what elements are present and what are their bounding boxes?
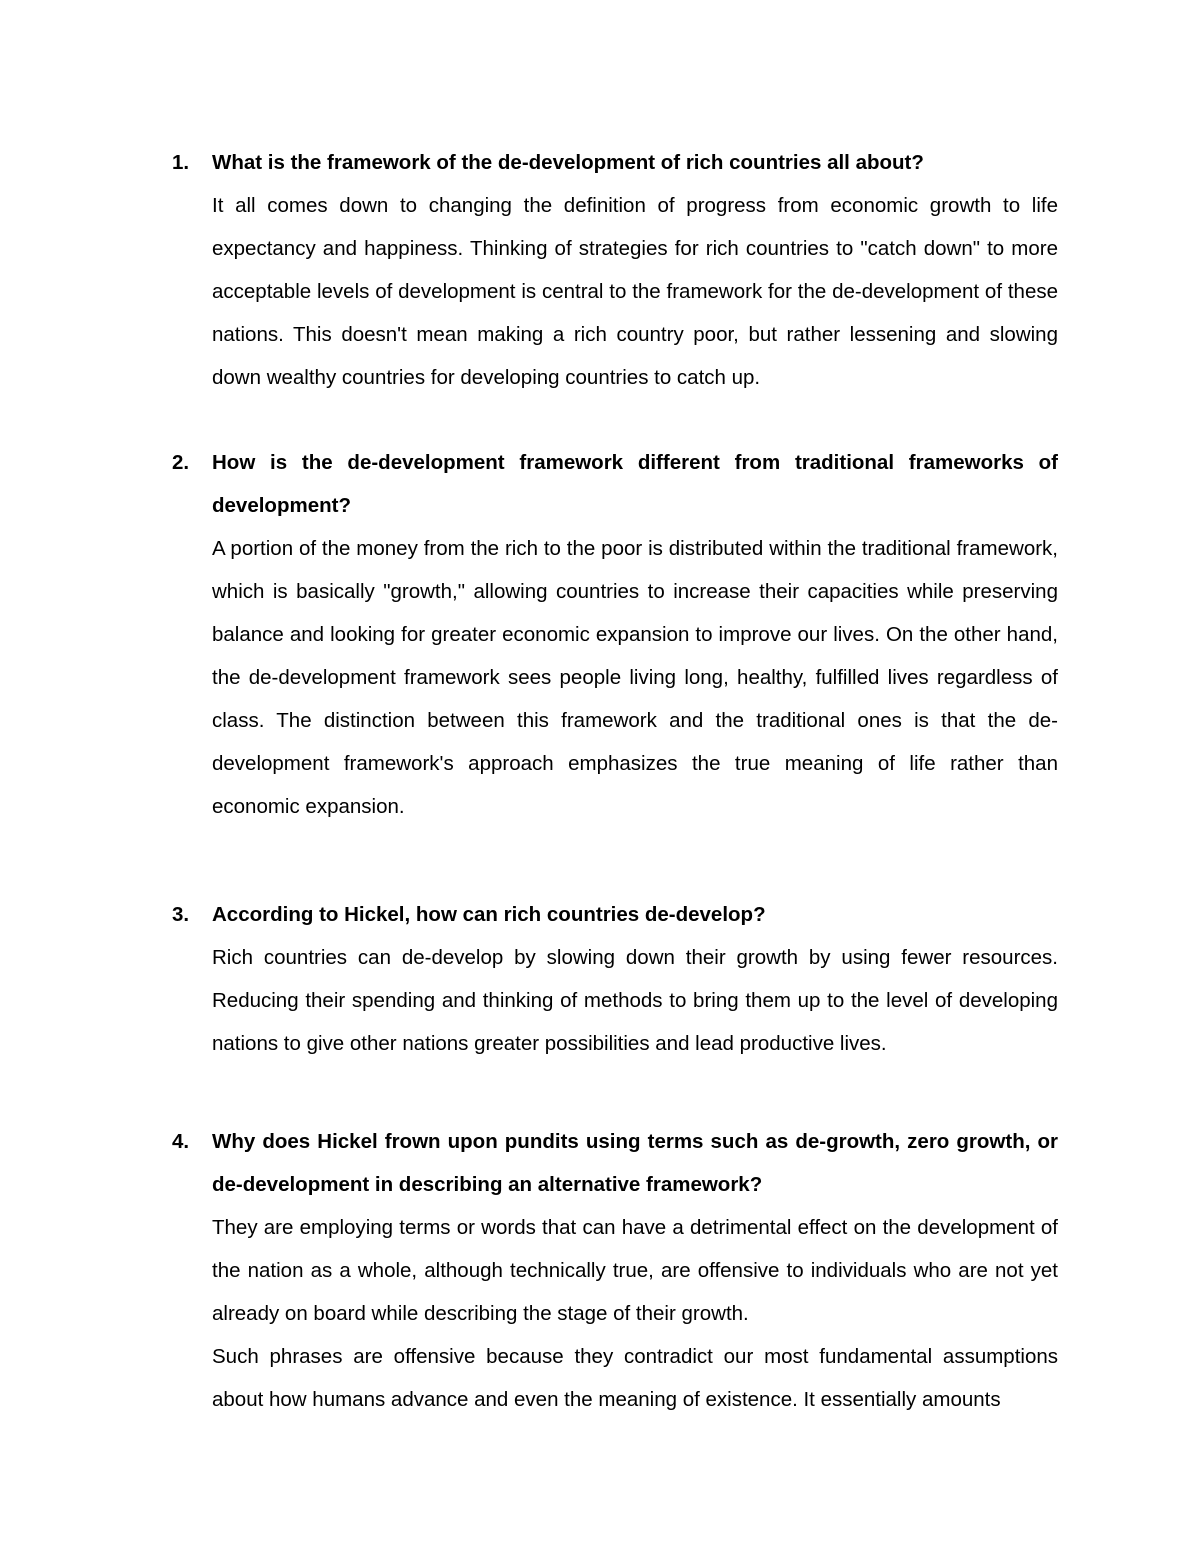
question-text: What is the framework of the de-development of rich countries all about?	[212, 151, 924, 174]
question-heading	[172, 441, 1058, 527]
answer-paragraph: They are employing terms or words that can have a detrimental effect on the development of the nation as a whole, although technically true, are offensive to individuals who are not yet already on board while describing the stage of their growth.	[212, 1216, 1058, 1325]
question-text: Why does Hickel frown upon pundits using terms such as de-growth, zero growth, or de-development in describing an alternative framework?	[212, 1130, 1058, 1196]
question-block-2	[172, 441, 1058, 828]
question-number: 3.	[172, 903, 190, 926]
answer-paragraph-continued: Such phrases are offensive because they contradict our most fundamental assumptions about how humans advance and even the meaning of existence. It essentially amounts	[212, 1345, 1058, 1411]
question-text: How is the de-development framework different from traditional frameworks of development?	[212, 451, 1058, 517]
answer-paragraph: A portion of the money from the rich to the poor is distributed within the traditional framework, which is basically "growth," allowing countries to increase their capacities while preserving balance and looking for greater economic expansion to improve our lives. On the other hand, the de-development framework sees people living long, healthy, fulfilled lives regardless of class. The distinction between this framework and the traditional ones is that the de-development framework's approach emphasizes the true meaning of life rather than economic expansion.	[212, 537, 1058, 818]
question-block-1	[172, 141, 1058, 399]
question-heading	[172, 893, 1058, 936]
answer-paragraph: It all comes down to changing the definition of progress from economic growth to life expectancy and happiness. Thinking of strategies for rich countries to "catch down" to more acceptable levels of development is central to the framework for the de-development of these nations. This doesn't mean making a rich country poor, but rather lessening and slowing down wealthy countries for developing countries to catch up.	[212, 194, 1058, 389]
question-text: According to Hickel, how can rich countries de-develop?	[212, 903, 766, 926]
question-heading	[172, 1120, 1058, 1206]
question-block-4	[172, 1120, 1058, 1421]
question-heading	[172, 141, 1058, 184]
question-number: 2.	[172, 451, 190, 474]
question-number: 4.	[172, 1130, 190, 1153]
question-block-3	[172, 893, 1058, 1065]
question-number: 1.	[172, 151, 190, 174]
answer-paragraph: Rich countries can de-develop by slowing down their growth by using fewer resources. Reducing their spending and thinking of methods to bring them up to the level of developing nations to give other nations greater possibilities and lead productive lives.	[212, 946, 1058, 1055]
